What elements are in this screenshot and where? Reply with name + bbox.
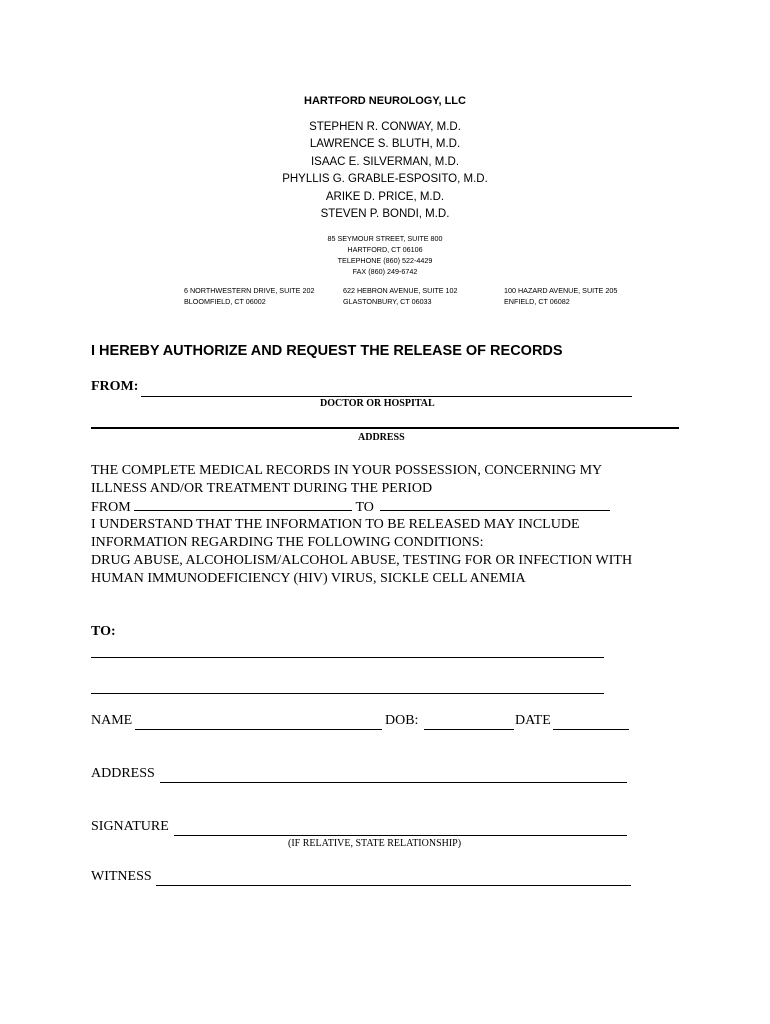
paragraph-line: HUMAN IMMUNODEFICIENCY (HIV) VIRUS, SICKLE CELL ANEMIA [91, 571, 526, 586]
from-address-field[interactable] [91, 427, 679, 429]
main-office-address [0, 233, 770, 277]
to-label: TO: [91, 624, 116, 639]
signature-field[interactable] [174, 835, 627, 836]
paragraph-line: ILLNESS AND/OR TREATMENT DURING THE PERIOD [91, 481, 433, 496]
paragraph-line: INFORMATION REGARDING THE FOLLOWING CONDITIONS: [91, 535, 484, 550]
form-heading: I HEREBY AUTHORIZE AND REQUEST THE RELEASE OF RECORDS [91, 343, 563, 359]
doctor-name: PHYLLIS G. GRABLE-ESPOSITO, M.D. [282, 173, 488, 186]
period-row [91, 498, 632, 516]
period-from-label: FROM [91, 500, 131, 515]
address-field[interactable] [160, 782, 627, 783]
witness-field[interactable] [156, 885, 631, 886]
paragraph-line: THE COMPLETE MEDICAL RECORDS IN YOUR POSSESSION, CONCERNING MY [91, 463, 603, 478]
doctor-list [0, 119, 770, 223]
main-office-city: HARTFORD, CT 06106 [347, 245, 423, 254]
main-office-phone: TELEPHONE (860) 522-4429 [337, 256, 433, 265]
authorization-paragraph [91, 462, 632, 588]
doctor-name: STEPHEN R. CONWAY, M.D. [309, 121, 461, 133]
dob-label: DOB: [385, 713, 419, 728]
organization-name: HARTFORD NEUROLOGY, LLC [304, 95, 466, 107]
branch-street: 100 HAZARD AVENUE, SUITE 205 [504, 286, 618, 295]
to-field-line-2[interactable] [91, 693, 604, 694]
date-field[interactable] [553, 729, 629, 730]
signature-note: (IF RELATIVE, STATE RELATIONSHIP) [288, 838, 462, 849]
doctor-name: STEVEN P. BONDI, M.D. [320, 208, 450, 221]
main-office-street: 85 SEYMOUR STREET, SUITE 800 [327, 234, 443, 243]
name-field[interactable] [135, 729, 382, 730]
from-field[interactable] [141, 396, 632, 397]
branch-office-bloomfield [184, 286, 314, 307]
period-to-field[interactable] [380, 498, 610, 511]
from-caption: DOCTOR OR HOSPITAL [320, 398, 435, 409]
date-label: DATE [515, 713, 551, 728]
branch-office-enfield [504, 286, 617, 307]
witness-label: WITNESS [91, 869, 152, 884]
branch-street: 622 HEBRON AVENUE, SUITE 102 [343, 286, 458, 295]
period-from-field[interactable] [134, 498, 352, 511]
period-to-label: TO [355, 500, 374, 515]
paragraph-line: I UNDERSTAND THAT THE INFORMATION TO BE RELEASED MAY INCLUDE [91, 517, 580, 532]
signature-label: SIGNATURE [91, 819, 169, 834]
main-office-fax: FAX (860) 249-6742 [352, 267, 418, 276]
address-label: ADDRESS [91, 766, 155, 781]
branch-city: BLOOMFIELD, CT 06002 [184, 296, 266, 306]
doctor-name: ARIKE D. PRICE, M.D. [325, 190, 445, 203]
paragraph-line: DRUG ABUSE, ALCOHOLISM/ALCOHOL ABUSE, TESTING FOR OR INFECTION WITH [91, 553, 633, 568]
branch-street: 6 NORTHWESTERN DRIVE, SUITE 202 [184, 286, 315, 295]
doctor-name: LAWRENCE S. BLUTH, M.D. [309, 138, 461, 151]
name-label: NAME [91, 713, 133, 728]
to-field-line-1[interactable] [91, 657, 604, 658]
branch-city: GLASTONBURY, CT 06033 [343, 296, 432, 306]
branch-office-glastonbury [343, 286, 458, 307]
dob-field[interactable] [424, 729, 514, 730]
from-label: FROM: [91, 379, 139, 394]
address-caption: ADDRESS [358, 432, 405, 443]
doctor-name: ISAAC E. SILVERMAN, M.D. [310, 155, 460, 168]
branch-city: ENFIELD, CT 06082 [504, 296, 570, 306]
